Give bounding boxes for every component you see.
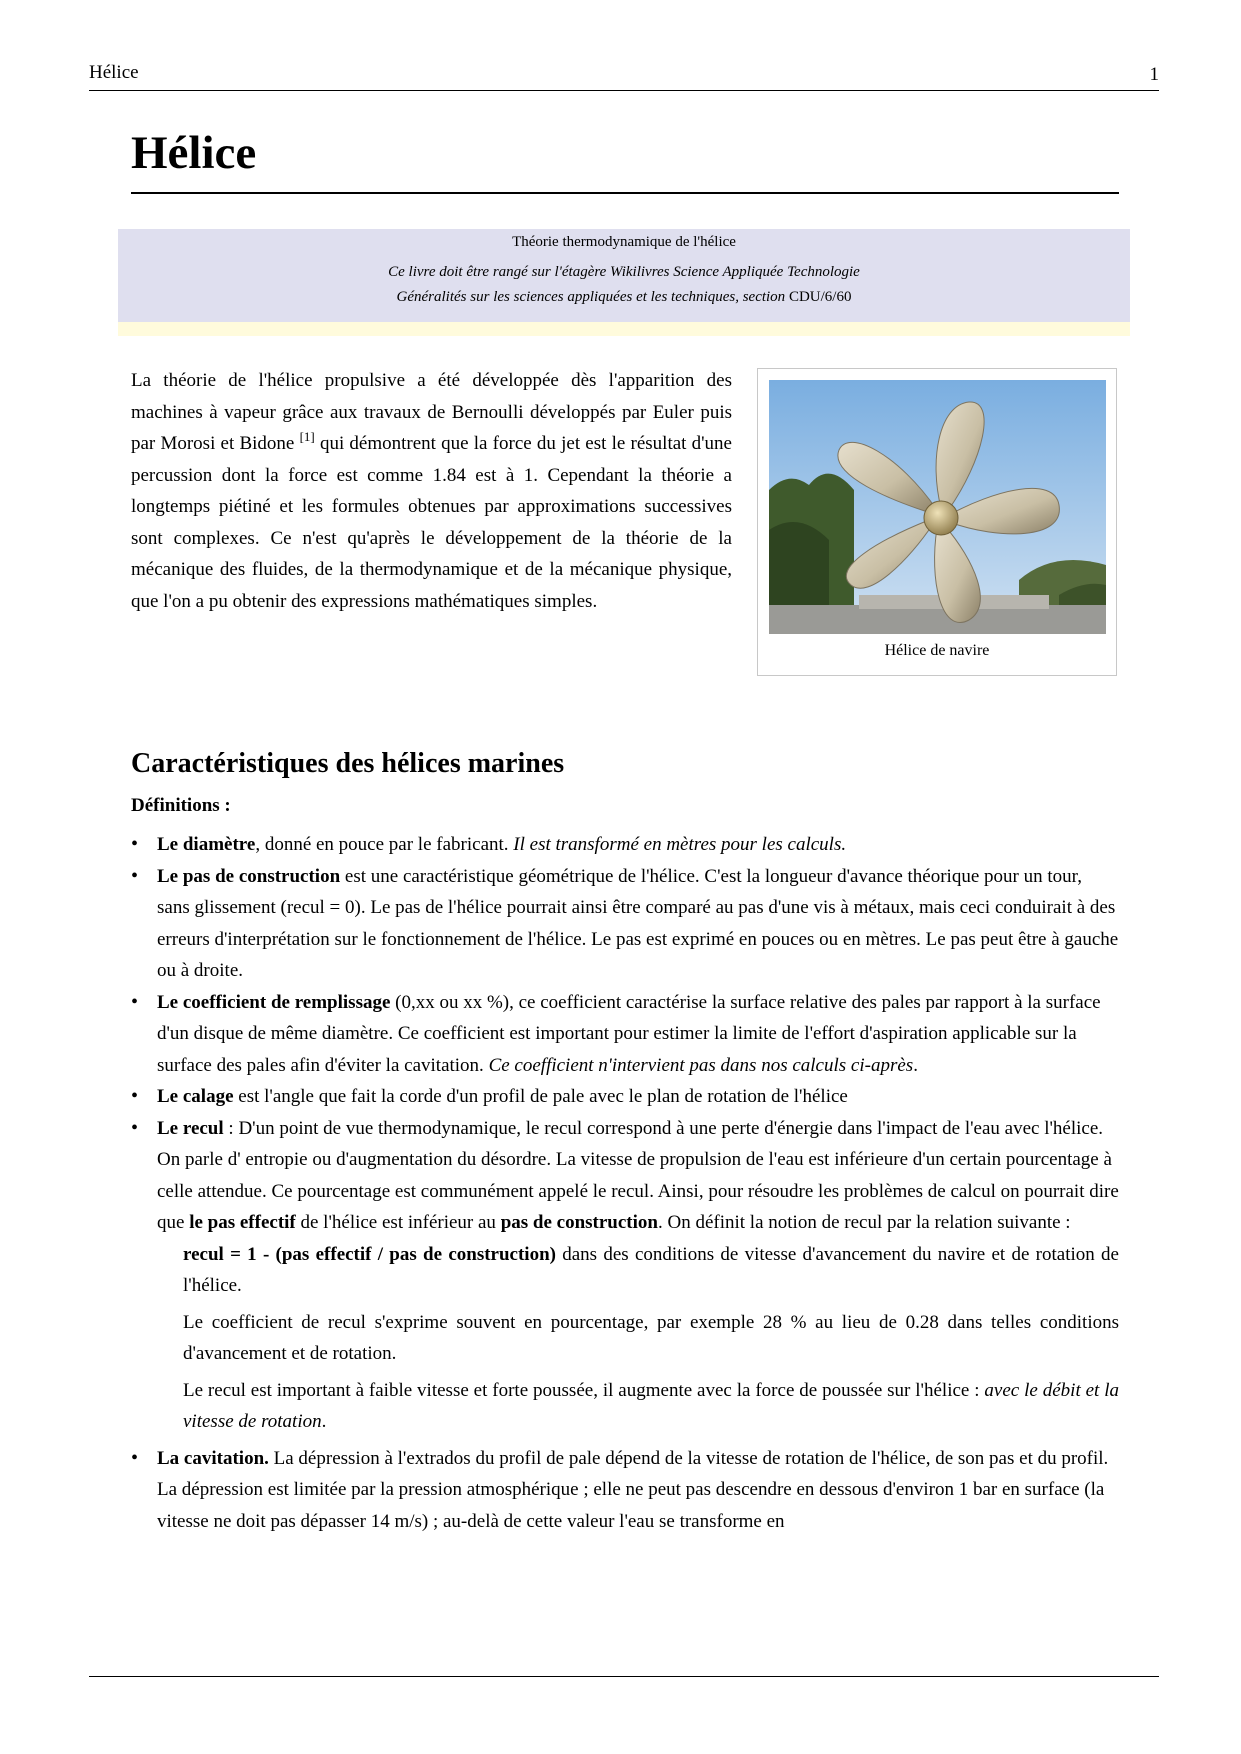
diametre-note: Il est transformé en mètres pour les calculs. (513, 834, 847, 855)
recul-bold-1: le pas effectif (189, 1212, 296, 1233)
recul-formula-bold: recul = 1 - (pas effectif / pas de construction) (183, 1243, 556, 1265)
infobox-footer-strip (118, 322, 1130, 336)
page-title: Hélice (131, 122, 1119, 194)
recul-p3-text: Le recul est important à faible vitesse et forte poussée, il augmente avec la force de poussée sur l'hélice : (183, 1379, 985, 1401)
infobox-cdu-code: CDU/6/60 (788, 289, 852, 305)
infobox-title: Théorie thermodynamique de l'hélice (512, 234, 736, 250)
page-number: 1 (1149, 64, 1159, 85)
running-header-title: Hélice (89, 62, 139, 83)
list-item-remplissage (131, 987, 1119, 1082)
propeller-photo[interactable] (769, 380, 1106, 634)
list-item-cavitation (131, 1443, 1119, 1538)
infobox-shelf-line: Ce livre doit être rangé sur l'étagère Wikilivres Science Appliquée Technologie (388, 264, 860, 280)
definitions-label: Définitions : (131, 795, 231, 816)
intro-text-2: qui démontrent que la force du jet est le résultat d'une percussion dont la force est comme 1.84 est à 1. Cependant la théorie a longtemps piétiné et les formules obtenues par approximations successives sont complexes. Ce n'est qu'après le développement de la théorie de la mécanique des fluides, de la thermodynamique et de la mécanique physique, que l'on a pu obtenir des expressions mathématiques simples. (131, 433, 732, 612)
pas-text: est une caractéristique géométrique de l'hélice. C'est la longueur d'avance théorique pour un tour, sans glissement (recul = 0). Le pas de l'hélice pourrait ainsi être comparé au pas d'une vis à métaux, mais ceci conduirait à des erreurs d'interprétation sur le fonctionnement de l'hélice. Le pas est exprimé en pouces ou en mètres. Le pas peut être à gauche ou à droite. (157, 865, 1119, 981)
figure-caption: Hélice de navire (884, 642, 990, 659)
recul-text-2: de l'hélice est inférieur au (295, 1212, 501, 1233)
calage-text: est l'angle que fait la corde d'un profil de pale avec le plan de rotation de l'hélice (233, 1086, 848, 1107)
running-header (89, 60, 1159, 91)
infobox-section-line (118, 289, 1130, 306)
propeller-figure (757, 368, 1117, 676)
recul-p3-end: . (321, 1411, 327, 1432)
recul-p3-italic: avec le débit et la vitesse de rotation (183, 1379, 1120, 1432)
term-recul: Le recul (157, 1117, 224, 1139)
intro-paragraph (131, 365, 732, 617)
intro-text-1: La théorie de l'hélice propulsive a été développée dès l'apparition des machines à vapeur grâce aux travaux de Bernoulli développés par Euler puis par Morosi et Bidone (131, 370, 732, 454)
recul-formula-rest: dans des conditions de vitesse d'avancement du navire et de rotation de l'hélice. (183, 1243, 1119, 1296)
diametre-text: , donné en pouce par le fabricant. (255, 834, 514, 855)
footnote-ref[interactable]: [1] (299, 429, 315, 444)
remplissage-note: Ce coefficient n'intervient pas dans nos calculs ci-après (488, 1054, 914, 1076)
footer-rule (89, 1676, 1159, 1677)
list-item-calage (131, 1081, 1119, 1113)
list-item-diametre (131, 829, 1119, 861)
remplissage-end: . (913, 1054, 918, 1076)
cavitation-text: La dépression à l'extrados du profil de pale dépend de la vitesse de rotation de l'hélice, de son pas et du profil. La dépression est limitée par la pression atmosphérique ; elle ne peut pas descendre en dessous d'environ 1 bar en surface (la vitesse ne doit pas dépasser 14 m/s) ; au-delà de cette valeur l'eau se transforme en (157, 1447, 1109, 1532)
term-cavitation: La cavitation. (157, 1447, 269, 1469)
recul-text-3: . On définit la notion de recul par la relation suivante : (657, 1212, 1071, 1233)
term-calage: Le calage (157, 1086, 234, 1107)
term-remplissage: Le coefficient de remplissage (157, 991, 391, 1013)
recul-bold-2: pas de construction (500, 1212, 658, 1233)
recul-text-1: : D'un point de vue thermodynamique, le recul correspond à une perte d'énergie dans l'impact de l'eau avec l'hélice. On parle d' entropie ou d'augmentation du désordre. La vitesse de propulsion de l'eau est inférieure d'un certain pourcentage à celle attendue. Ce pourcentage est communément appelé le recul. Ainsi, pour résoudre les problèmes de calcul on pourrait dire que (157, 1117, 1119, 1233)
section-heading: Caractéristiques des hélices marines (131, 748, 565, 779)
list-item-pas (131, 861, 1119, 987)
list-item-recul (131, 1113, 1119, 1438)
recul-formula (183, 1239, 1119, 1302)
remplissage-text: (0,xx ou xx %), ce coefficient caractérise la surface relative des pales par rapport à la surface d'un disque de même diamètre. Ce coefficient est important pour estimer la limite de l'effort d'aspiration applicable sur la surface des pales afin d'éviter la cavitation. (157, 991, 1101, 1076)
definitions-list (131, 829, 1119, 1537)
recul-paragraph-2: Le coefficient de recul s'exprime souvent en pourcentage, par exemple 28 % au lieu de 0.28 dans telles conditions d'avancement et de rotation. (183, 1311, 1119, 1364)
bookshelf-infobox (118, 229, 1130, 322)
term-diametre: Le diamètre (157, 834, 256, 855)
recul-paragraph-3 (183, 1375, 1119, 1438)
term-pas: Le pas de construction (157, 865, 341, 887)
infobox-section-text: Généralités sur les sciences appliquées et les techniques, section (396, 289, 786, 305)
